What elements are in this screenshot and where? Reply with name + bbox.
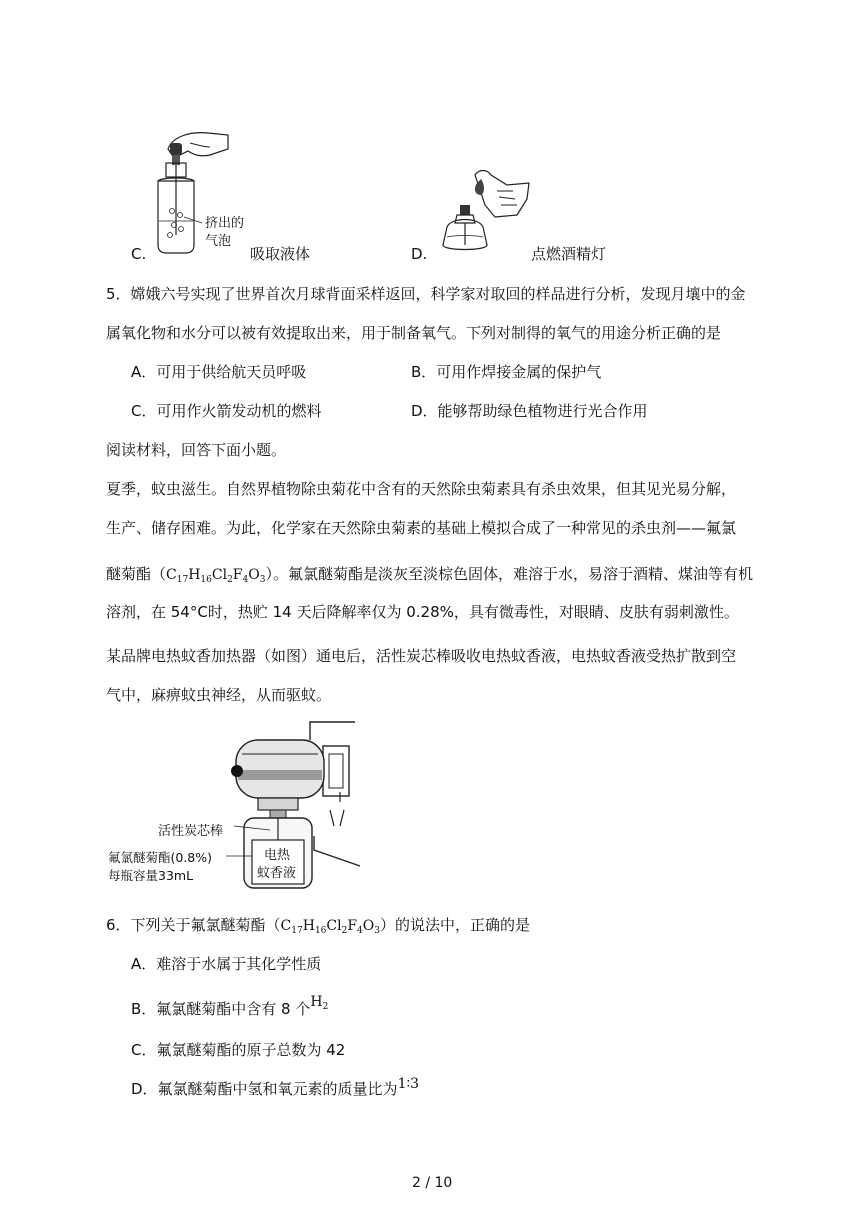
q6-option-a: A．难溶于水属于其化学性质 bbox=[131, 955, 322, 973]
reading-p1-line-3-pre: 醚菊酯（ bbox=[106, 565, 167, 583]
page-number: 2 / 10 bbox=[412, 1175, 453, 1191]
option-d-label: 点燃酒精灯 bbox=[531, 245, 607, 263]
label-bottle-capacity: 每瓶容量33mL bbox=[108, 868, 194, 883]
q5-option-a: A．可用于供给航天员呼吸 bbox=[131, 363, 307, 381]
label-bottle-contents: 氟氯醚菊酯(0.8%) bbox=[108, 850, 213, 865]
q6-option-c: C．氟氯醚菊酯的原子总数为 42 bbox=[131, 1041, 346, 1059]
reading-p1-line-1: 夏季，蚊虫滋生。自然界植物除虫菊花中含有的天然除虫菊素具有杀虫效果，但其见光易分解， bbox=[106, 480, 737, 498]
hydrogen-formula: $H_2$ bbox=[310, 994, 329, 1012]
q6-option-b bbox=[131, 994, 329, 1025]
q6-stem-pre: 6．下列关于氟氯醚菊酯（ bbox=[106, 916, 281, 934]
alcohol-lamp-illustration bbox=[435, 165, 535, 265]
reading-p2-line-2: 气中，麻痹蚊虫神经，从而驱蚊。 bbox=[106, 686, 332, 704]
bottle-text-line-2: 蚊香液 bbox=[257, 866, 297, 881]
reading-p1-line-3-post: ）。氟氯醚菊酯是淡灰至淡棕色固体，难溶于水，易溶于酒精、煤油等有机 bbox=[265, 565, 753, 583]
option-d-letter: D. bbox=[411, 245, 428, 263]
reading-p2-line-1: 某品牌电热蚊香加热器（如图）通电后，活性炭芯棒吸收电热蚊香液，电热蚊香液受热扩散到空 bbox=[106, 647, 737, 665]
bottle-text-line-1: 电热 bbox=[264, 848, 291, 863]
q5-option-c: C．可用作火箭发动机的燃料 bbox=[131, 402, 322, 420]
chemical-formula-q6: $C_{17}H_{16}Cl_2F_4O_3$ bbox=[280, 918, 380, 936]
q5-stem-line-2: 属氧化物和水分可以被有效提取出来，用于制备氧气。下列对制得的氧气的用途分析正确的是 bbox=[106, 324, 722, 342]
chemical-formula: $C_{17}H_{16}Cl_2F_4O_3$ bbox=[166, 567, 266, 585]
reading-p1-line-2: 生产、储存困难。为此，化学家在天然除虫菊素的基础上模拟合成了一种常见的杀虫剂——氟氯 bbox=[106, 519, 737, 537]
q6-stem bbox=[106, 915, 530, 941]
reading-p1-line-4: 溶剂，在 54°C时，热贮 14 天后降解率仅为 0.28%，具有微毒性，对眼睛、皮肤有弱刺激性。 bbox=[106, 603, 739, 621]
label-activated-carbon-core: 活性炭芯棒 bbox=[158, 824, 224, 839]
q5-stem-line-1: 5．嫦娥六号实现了世界首次月球背面采样返回，科学家对取回的样品进行分析，发现月壤中的金 bbox=[106, 285, 746, 303]
reading-p1-line-3 bbox=[106, 564, 753, 590]
option-c-label: 吸取液体 bbox=[250, 245, 311, 263]
q6-option-d bbox=[131, 1076, 420, 1100]
q5-option-d: D．能够帮助绿色植物进行光合作用 bbox=[411, 402, 648, 420]
q6-option-b-text: B．氟氯醚菊酯中含有 8 个 bbox=[131, 1000, 311, 1018]
q6-option-d-text: D．氟氯醚菊酯中氢和氧元素的质量比为 bbox=[131, 1080, 398, 1098]
bubble-annotation-1: 挤出的 bbox=[205, 216, 245, 231]
reading-intro: 阅读材料，回答下面小题。 bbox=[106, 441, 287, 459]
bubble-annotation-2: 气泡 bbox=[205, 234, 232, 249]
mass-ratio: 1∶3 bbox=[397, 1076, 420, 1092]
option-c-letter: C. bbox=[131, 245, 147, 263]
q6-stem-post: ）的说法中，正确的是 bbox=[380, 916, 531, 934]
q5-option-b: B．可用作焊接金属的保护气 bbox=[411, 363, 602, 381]
mosquito-heater-illustration bbox=[230, 718, 365, 890]
